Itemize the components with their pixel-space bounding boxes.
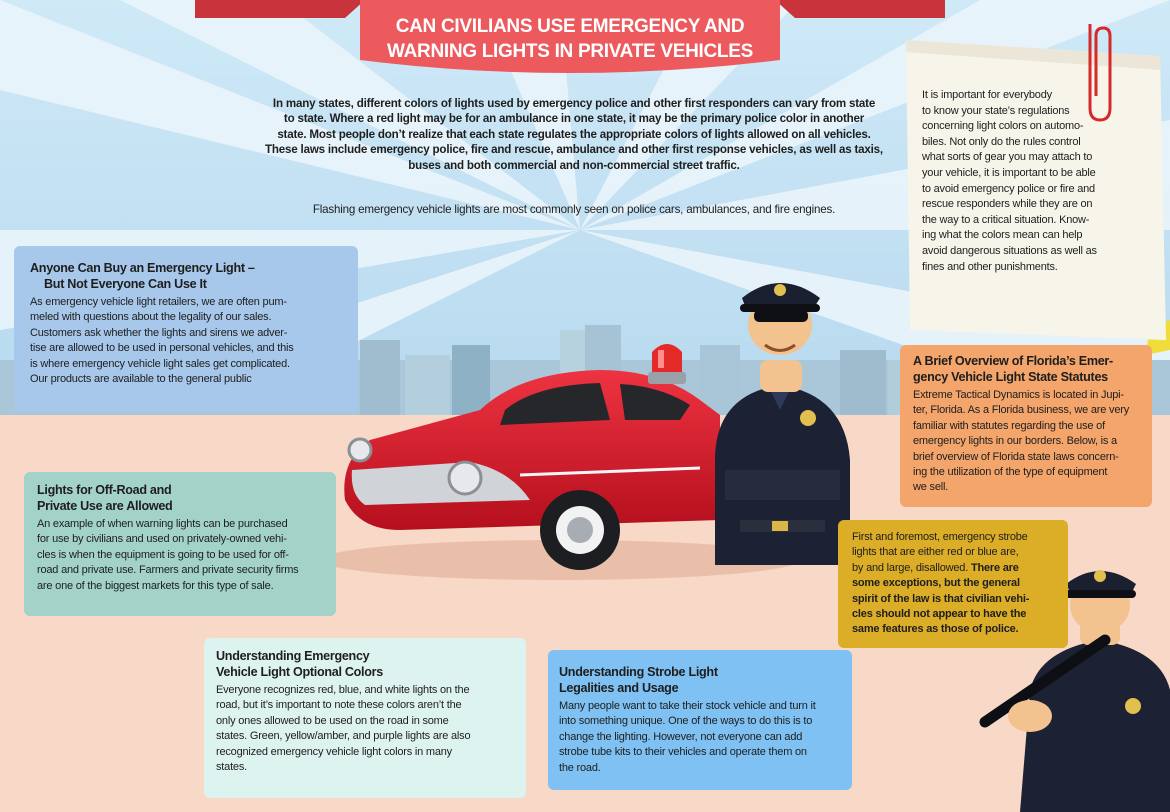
section-title-line: Lights for Off-Road and (37, 483, 172, 497)
note-line: fines and other punishments. (922, 260, 1058, 273)
note-paper-text (922, 88, 1137, 275)
section-body-line: Our products are available to the general public (30, 373, 252, 386)
section-body-line: cles is when the equipment is going to be used for off- (37, 548, 289, 561)
section-strobe-law (838, 520, 1068, 648)
section-title-line: But Not Everyone Can Use It (44, 277, 207, 291)
section-body-line: some exceptions, but the general (852, 577, 1020, 590)
section-body-line: meled with questions about the legality of our sales. (30, 311, 272, 324)
section-florida-overview (900, 345, 1152, 507)
note-line: what sorts of gear you may attach to (922, 151, 1093, 164)
section-body-line: same features as those of police. (852, 623, 1019, 636)
section-body-line: we sell. (913, 481, 949, 494)
section-body (216, 683, 514, 775)
intro-line: In many states, different colors of lights used by emergency police and other first responders can vary from state (272, 97, 876, 110)
section-body-line: First and foremost, emergency strobe (852, 531, 1028, 543)
section-body-line: emergency lights in our borders. Below, is a (913, 435, 1117, 448)
section-body-line: recognized emergency vehicle light colors in many (216, 745, 452, 758)
section-title (30, 260, 346, 292)
section-body-line: Everyone recognizes red, blue, and white lights on the (216, 684, 470, 696)
section-body-line: Many people want to take their stock vehicle and turn it (559, 700, 816, 712)
flashing-lights-note: Flashing emergency vehicle lights are most commonly seen on police cars, ambulances, and fire engines. (312, 203, 836, 216)
note-line: your vehicle, it is important to be able (922, 166, 1096, 179)
section-title-line: Legalities and Usage (559, 681, 679, 695)
section-body-line: the road. (559, 761, 601, 774)
section-body-line: states. Green, yellow/amber, and purple lights are also (216, 730, 471, 743)
intro-line: to state. Where a red light may be for an ambulance in one state, it may be the primary police color in another (283, 112, 865, 126)
note-line: the way to a critical situation. Know- (922, 213, 1090, 226)
section-body-line: road, but it’s important to note these colors aren’t the (216, 699, 462, 712)
section-body-line: An example of when warning lights can be purchased (37, 518, 288, 530)
section-strobe-legalities (548, 650, 852, 790)
section-title-line: Anyone Can Buy an Emergency Light – (30, 261, 255, 275)
section-title-line: A Brief Overview of Florida’s Emer- (913, 354, 1113, 368)
section-body-line: tise are allowed to be used in personal vehicles, and this (30, 342, 294, 355)
body-text-normal: by and large, disallowed. (852, 561, 971, 574)
section-title-line: Understanding Strobe Light (559, 665, 718, 679)
title-line: CAN CIVILIANS USE EMERGENCY AND (395, 16, 745, 37)
note-line: biles. Not only do the rules control (922, 135, 1081, 148)
title-line: WARNING LIGHTS IN PRIVATE VEHICLES (387, 41, 753, 62)
section-body-line: cles should not appear to have the (852, 608, 1027, 621)
section-body-line: ing the utilization of the type of equipment (913, 466, 1108, 479)
section-body-line: change the lighting. However, not everyone can add (559, 730, 803, 743)
section-body-line: Extreme Tactical Dynamics is located in Jupi- (913, 389, 1124, 401)
section-body-line: states. (216, 761, 248, 774)
intro-paragraph (262, 96, 886, 173)
section-anyone-can-buy (14, 246, 358, 412)
note-line: to know your state’s regulations (922, 104, 1070, 117)
section-body-line (852, 561, 1056, 576)
note-line: avoid dangerous situations as well as (922, 244, 1097, 257)
section-body-line: for use by civilians and used on privately-owned vehi- (37, 533, 287, 546)
section-body (37, 517, 324, 594)
section-body (852, 530, 1056, 638)
section-body-line: lights that are either red or blue are, (852, 546, 1019, 559)
section-body-line: Customers ask whether the lights and sirens we adver- (30, 326, 288, 339)
section-title (559, 664, 840, 696)
section-body-line: is where emergency vehicle light sales get complicated. (30, 357, 290, 370)
section-body-line: strobe tube kits to their vehicles and operate them on (559, 746, 807, 759)
intro-line: state. Most people don’t realize that each state regulates the appropriate colors of lights allowed on all vehicles. (277, 127, 871, 141)
section-body-line: familiar with statutes regarding the use of (913, 419, 1105, 432)
section-title-line: Vehicle Light Optional Colors (216, 665, 383, 679)
intro-line: buses and both commercial and non-commercial street traffic. (408, 158, 740, 172)
section-body-line: road and private use. Farmers and private security firms (37, 564, 299, 577)
section-title (37, 482, 324, 514)
section-body-line: into something unique. One of the ways to do this is to (559, 715, 813, 728)
section-title-line: Private Use are Allowed (37, 499, 173, 513)
intro-line: These laws include emergency police, fire and rescue, ambulance and other first response vehicles, as well as taxis, (265, 143, 883, 157)
title-banner (345, 0, 795, 78)
section-body-line: only ones allowed to be used on the road in some (216, 714, 449, 727)
section-title (216, 648, 514, 680)
section-body-line: As emergency vehicle light retailers, we are often pum- (30, 296, 287, 308)
section-body (913, 388, 1140, 496)
section-body-line: spirit of the law is that civilian vehi- (852, 592, 1030, 605)
note-line: to avoid emergency police or fire and (922, 182, 1095, 195)
body-text-bold: There are (970, 561, 1019, 574)
section-body (559, 699, 840, 776)
section-body-line: ter, Florida. As a Florida business, we are very (913, 404, 1129, 417)
note-line: It is important for everybody (922, 89, 1052, 101)
section-body-line: brief overview of Florida state laws concern- (913, 450, 1119, 463)
section-optional-colors (204, 638, 526, 798)
section-off-road (24, 472, 336, 616)
section-title-line: Understanding Emergency (216, 649, 370, 663)
section-body-line: are one of the biggest markets for this type of sale. (37, 579, 274, 592)
note-line: concerning light colors on automo- (922, 120, 1084, 133)
section-title-line: gency Vehicle Light State Statutes (913, 370, 1108, 384)
note-line: ing what the colors mean can help (922, 229, 1083, 242)
note-line: rescue responders while they are on (922, 198, 1093, 211)
section-body (30, 295, 346, 387)
section-title (913, 353, 1140, 385)
